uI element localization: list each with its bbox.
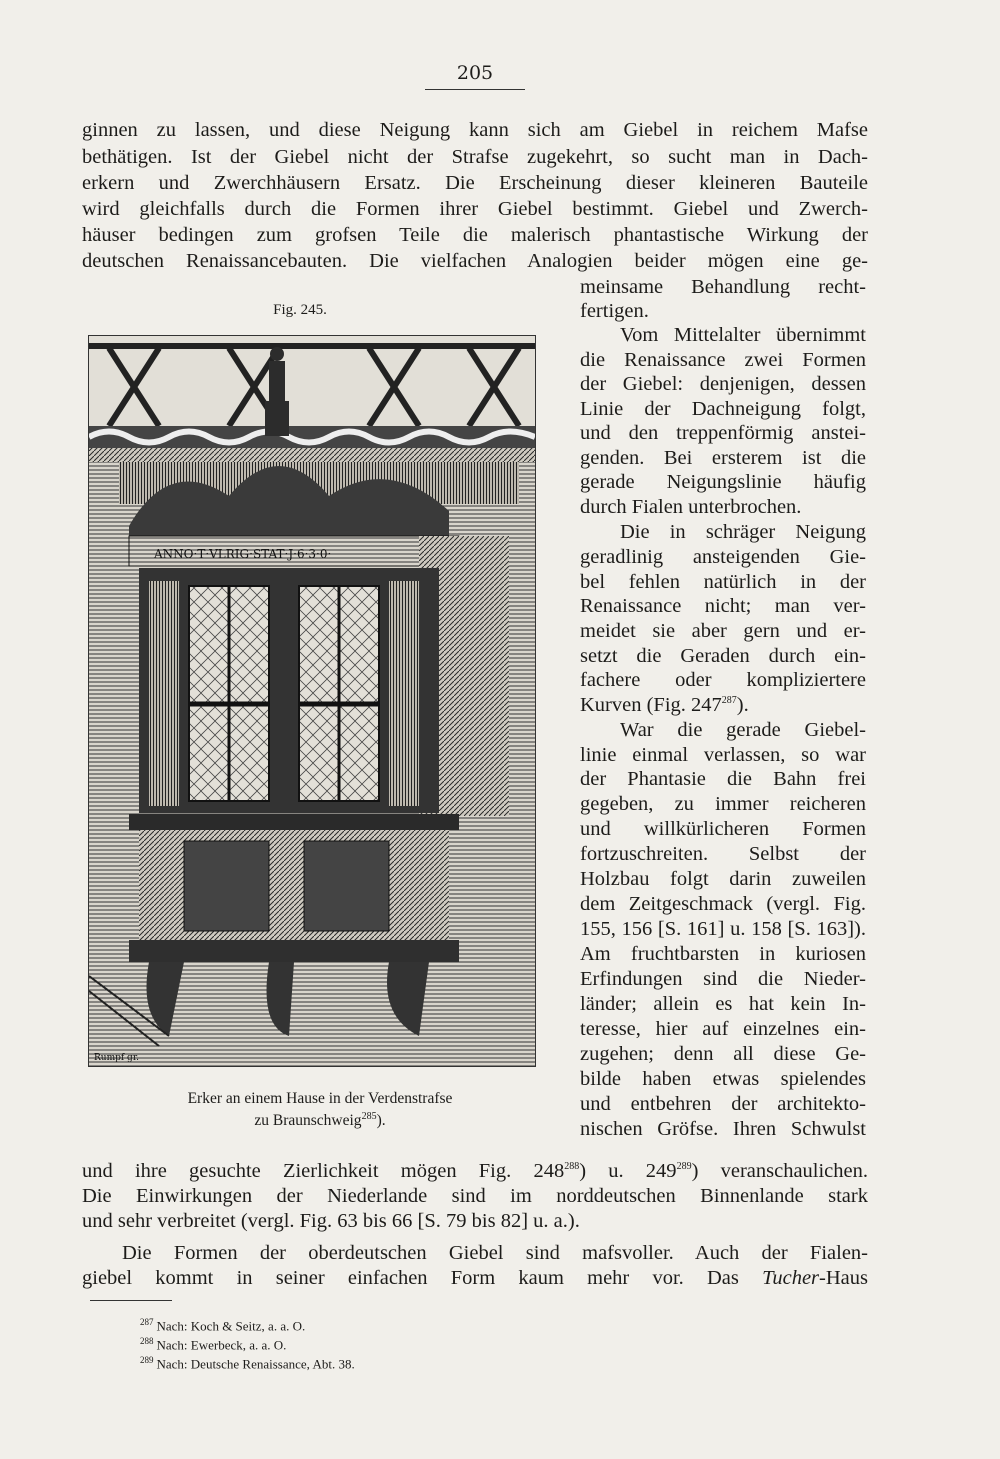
side-line: teresse, hier auf einzelnes ein- bbox=[580, 1018, 866, 1040]
caption-line-2 bbox=[100, 1110, 540, 1132]
page-number: 205 bbox=[456, 62, 494, 84]
side-line: der Phantasie die Bahn frei bbox=[580, 768, 866, 790]
side-line: Holzbau folgt darin zuweilen bbox=[580, 868, 866, 890]
footnote-number: 287 bbox=[140, 1317, 154, 1327]
side-line: und den treppenförmig anstei- bbox=[580, 422, 866, 444]
footnote-number: 288 bbox=[140, 1336, 154, 1346]
bottom-line bbox=[82, 1266, 868, 1290]
footnote-ref: 288 bbox=[564, 1161, 580, 1173]
side-line: dem Zeitgeschmack (vergl. Fig. bbox=[580, 893, 866, 915]
bottom-line bbox=[82, 1159, 868, 1183]
side-line: geradlinig ansteigenden Gie- bbox=[580, 546, 866, 568]
side-line: länder; allein es hat kein In- bbox=[580, 993, 866, 1015]
side-line: meidet sie aber gern und er- bbox=[580, 620, 866, 642]
side-line: fortzuschreiten. Selbst der bbox=[580, 843, 866, 865]
page-number-rule bbox=[425, 89, 525, 90]
bottom-line: Die Einwirkungen der Niederlande sind im norddeutschen Binnenlande stark bbox=[82, 1185, 868, 1207]
side-line: der Giebel: denjenigen, dessen bbox=[580, 373, 866, 395]
side-line: 155, 156 [S. 161] u. 158 [S. 163]). bbox=[580, 918, 866, 940]
bottom-text-mid: ) u. 249 bbox=[579, 1160, 677, 1182]
caption-tail: ). bbox=[376, 1112, 386, 1129]
side-line: nischen Gröfse. Ihren Schwulst bbox=[580, 1118, 866, 1140]
engraver-signature: Rumpf gr. bbox=[94, 1053, 139, 1063]
side-line: zugehen; denn all diese Ge- bbox=[580, 1043, 866, 1065]
side-line: und entbehren der architekto- bbox=[580, 1093, 866, 1115]
footnote-text: Nach: Deutsche Renaissance, Abt. 38. bbox=[156, 1356, 355, 1372]
side-line: und willkürlicheren Formen bbox=[580, 818, 866, 840]
figure-caption bbox=[100, 1088, 540, 1132]
body-line: häuser bedingen zum grofsen Teile die malerisch phantastische Wirkung der bbox=[82, 224, 868, 246]
side-line: setzt die Geraden durch ein- bbox=[580, 645, 866, 667]
side-line: Linie der Dachneigung folgt, bbox=[580, 398, 866, 420]
footnote-number: 289 bbox=[140, 1355, 154, 1365]
figure-label: Fig. 245. bbox=[273, 302, 327, 318]
side-line: bel fehlen natürlich in der bbox=[580, 571, 866, 593]
footnote bbox=[140, 1333, 286, 1353]
italic-name: Tucher bbox=[762, 1267, 820, 1289]
body-line: deutschen Renaissancebauten. Die vielfachen Analogien beider mögen eine ge- bbox=[82, 250, 868, 272]
side-line-tail: ). bbox=[736, 694, 749, 716]
bottom-text-tail: -Haus bbox=[819, 1267, 868, 1289]
bottom-line: Die Formen der oberdeutschen Giebel sind mafsvoller. Auch der Fialen- bbox=[122, 1242, 868, 1264]
footnote bbox=[140, 1352, 355, 1372]
footnote-ref: 285 bbox=[361, 1110, 377, 1122]
footnote-text: Nach: Ewerbeck, a. a. O. bbox=[156, 1337, 287, 1353]
side-line: Vom Mittelalter übernimmt bbox=[620, 324, 866, 346]
side-line: meinsame Behandlung recht- bbox=[580, 276, 866, 298]
side-line: gegeben, zu immer reicheren bbox=[580, 793, 866, 815]
bottom-text: giebel kommt in seiner einfachen Form kaum mehr vor. Das bbox=[82, 1267, 763, 1289]
side-line: fachere oder kompliziertere bbox=[580, 669, 866, 691]
side-line: Renaissance nicht; man ver- bbox=[580, 595, 866, 617]
footnote-ref: 287 bbox=[721, 695, 737, 707]
side-line: Die in schräger Neigung bbox=[620, 521, 866, 543]
side-line-kurven bbox=[580, 693, 866, 717]
footnote bbox=[140, 1314, 305, 1334]
side-line: genden. Bei ersterem ist die bbox=[580, 447, 866, 469]
side-line: linie einmal verlassen, so war bbox=[580, 744, 866, 766]
body-line: wird gleichfalls durch die Formen ihrer Giebel bestimmt. Giebel und Zwerch- bbox=[82, 198, 868, 220]
footnote-text: Nach: Koch & Seitz, a. a. O. bbox=[156, 1318, 306, 1334]
caption-line: Erker an einem Hause in der Verdenstrafse bbox=[187, 1090, 453, 1107]
side-line-text: Kurven (Fig. 247 bbox=[580, 694, 722, 716]
bottom-line: und sehr verbreitet (vergl. Fig. 63 bis 66 [S. 79 bis 82] u. a.). bbox=[82, 1210, 580, 1232]
side-line: Erfindungen sind die Nieder- bbox=[580, 968, 866, 990]
side-line: War die gerade Giebel- bbox=[620, 719, 866, 741]
bottom-text: und ihre gesuchte Zierlichkeit mögen Fig. 248 bbox=[82, 1160, 565, 1182]
footnote-ref: 289 bbox=[676, 1161, 692, 1173]
caption-text: zu Braunschweig bbox=[254, 1112, 362, 1129]
side-line: bilde haben etwas spielendes bbox=[580, 1068, 866, 1090]
figure-engraving bbox=[88, 335, 536, 1067]
body-line: bethätigen. Ist der Giebel nicht der Strafse zugekehrt, so sucht man in Dach- bbox=[82, 146, 868, 168]
body-line: erkern und Zwerchhäusern Ersatz. Die Erscheinung dieser kleineren Bauteile bbox=[82, 172, 868, 194]
side-line: fertigen. bbox=[580, 300, 649, 322]
side-line: gerade Neigungslinie häufig bbox=[580, 471, 866, 493]
side-line: die Renaissance zwei Formen bbox=[580, 349, 866, 371]
body-line: ginnen zu lassen, und diese Neigung kann sich am Giebel in reichem Mafse bbox=[82, 119, 868, 141]
engraving-illustration bbox=[89, 336, 535, 1066]
figure-inscription: ANNO·T·VLRIG·STAT·J·6·3·0· bbox=[154, 547, 332, 561]
footnote-rule bbox=[90, 1300, 172, 1301]
side-line: Am fruchtbarsten in kuriosen bbox=[580, 943, 866, 965]
bottom-text-tail: ) veranschaulichen. bbox=[691, 1160, 869, 1182]
side-line: durch Fialen unterbrochen. bbox=[580, 496, 802, 518]
